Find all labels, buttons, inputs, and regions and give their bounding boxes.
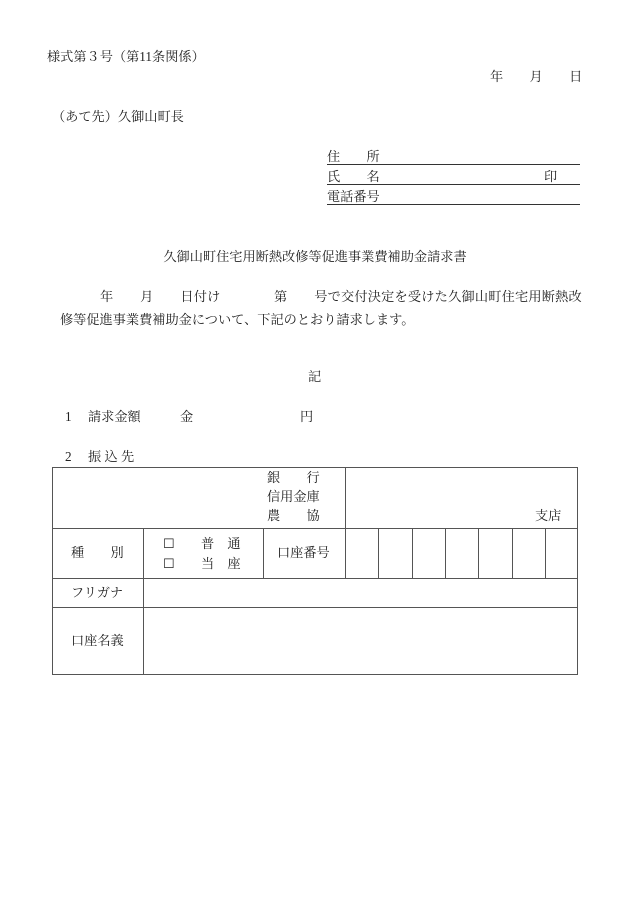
- name-line: [327, 184, 580, 185]
- date-field: 年 月 日: [490, 69, 583, 84]
- item2-label: 振 込 先: [88, 449, 135, 464]
- item1-yen: 円: [300, 409, 314, 424]
- name-label: 氏 名: [327, 169, 380, 184]
- digit-divider: [412, 528, 413, 578]
- row-divider: [53, 578, 578, 579]
- row-divider: [53, 528, 578, 529]
- address-label: 住 所: [327, 149, 380, 164]
- col-divider: [143, 528, 144, 675]
- type-label: 種 別: [71, 545, 124, 560]
- furigana-label: フリガナ: [71, 585, 124, 600]
- futsu-label: 普 通: [201, 536, 241, 551]
- address-line: [327, 164, 580, 165]
- body-line-2: 修等促進事業費補助金について、下記のとおり請求します。: [60, 312, 415, 327]
- digit-divider: [378, 528, 379, 578]
- phone-line: [327, 204, 580, 205]
- row-divider: [53, 607, 578, 608]
- bank-type-ja: 農 協: [267, 508, 320, 523]
- seal-mark: 印: [544, 169, 558, 184]
- item1-kin: 金: [180, 409, 194, 424]
- item2-number: 2: [65, 449, 72, 464]
- body-line-1: 年 月 日付け 第 号で交付決定を受けた久御山町住宅用断熱改: [100, 289, 582, 304]
- digit-divider: [445, 528, 446, 578]
- form-number: 様式第３号（第11条関係）: [47, 49, 205, 64]
- ki-heading: 記: [308, 369, 322, 384]
- digit-divider: [478, 528, 479, 578]
- account-holder-label: 口座名義: [71, 633, 124, 648]
- branch-label: 支店: [535, 508, 562, 523]
- col-divider: [263, 528, 264, 578]
- bank-transfer-table: [52, 467, 578, 675]
- item1-number: 1: [65, 409, 72, 424]
- phone-label: 電話番号: [327, 189, 380, 204]
- addressee: （あて先）久御山町長: [52, 109, 184, 124]
- toza-label: 当 座: [201, 556, 241, 571]
- item1-label: 請求金額: [88, 409, 141, 424]
- document-title: 久御山町住宅用断熱改修等促進事業費補助金請求書: [163, 249, 467, 264]
- checkbox-toza[interactable]: ☐: [163, 556, 175, 571]
- digit-divider: [512, 528, 513, 578]
- bank-type-bank: 銀 行: [267, 470, 320, 485]
- bank-type-shinkin: 信用金庫: [267, 489, 320, 504]
- col-divider: [345, 468, 346, 578]
- account-number-label: 口座番号: [277, 545, 330, 560]
- digit-divider: [545, 528, 546, 578]
- checkbox-futsu[interactable]: ☐: [163, 536, 175, 551]
